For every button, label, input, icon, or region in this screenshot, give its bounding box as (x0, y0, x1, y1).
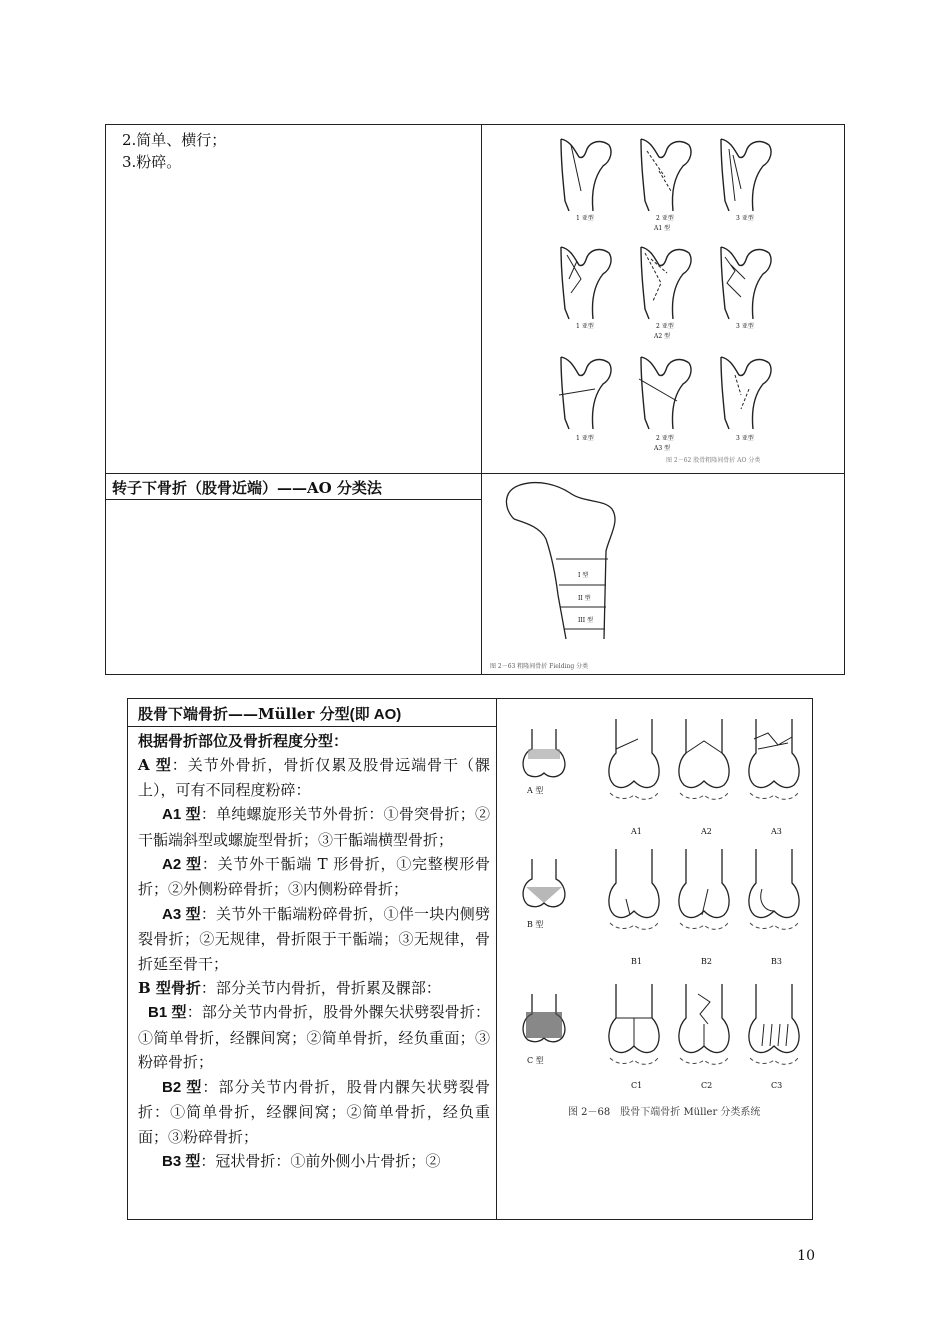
row-divider (128, 726, 496, 727)
page-number: 10 (797, 1248, 815, 1264)
type-label: B2 型 (162, 1078, 203, 1096)
zone-label: II 型 (578, 595, 591, 602)
subtype-label: 3 亚型 (736, 323, 754, 330)
subtype-label: 1 亚型 (576, 323, 594, 330)
column-divider (481, 125, 482, 674)
paragraph (138, 1000, 490, 1074)
subtype-label: A3 (771, 827, 782, 836)
row-divider (106, 473, 844, 474)
paragraph (138, 1075, 490, 1149)
intro-line: 根据骨折部位及骨折程度分型： (138, 732, 349, 750)
zone-label: III 型 (578, 617, 594, 624)
group-label: A3 型 (654, 445, 671, 452)
paragraph (138, 1149, 490, 1174)
subtype-label: A2 (701, 827, 712, 836)
subtype-label: 3 亚型 (736, 215, 754, 222)
type-side-label: A 型 (527, 786, 544, 795)
paragraph-text: ：关节外干骺端粉碎骨折，①伴一块内侧劈裂骨折；②无规律，骨折限于干骺端；③无规律，骨折延至骨干； (138, 904, 490, 973)
subtype-label: B3 (771, 957, 782, 966)
section-title (138, 703, 401, 724)
subtype-label: 1 亚型 (576, 215, 594, 222)
paragraph-text: ：部分关节内骨折，骨折累及髁部： (200, 979, 441, 998)
type-side-label: B 型 (527, 920, 544, 929)
type-label: A1 型 (162, 806, 201, 824)
classification-text (138, 729, 490, 1174)
list-item: 3.粉碎。 (122, 153, 182, 171)
table-distal-femur (127, 698, 813, 1220)
type-label: A2 型 (162, 856, 202, 874)
paragraph-text: ：关节外干骺端 T 形骨折，①完整楔形骨折；②外侧粉碎骨折；③内侧粉碎骨折； (138, 855, 491, 899)
type-label: B 型骨折 (138, 979, 201, 998)
figure-caption: 图 2－62 股骨粗隆间骨折 AO 分类 (666, 457, 761, 464)
zone-label: I 型 (578, 572, 589, 579)
row1-text (122, 129, 226, 173)
type-label: A 型 (138, 756, 172, 775)
paragraph-text: ：单纯螺旋形关节外骨折：①骨突骨折；②干骺端斜型或螺旋型骨折；③干骺端横型骨折； (138, 805, 490, 849)
row-divider (106, 499, 481, 500)
group-label: A2 型 (654, 333, 671, 340)
subtype-label: 3 亚型 (736, 435, 754, 442)
group-label: A1 型 (654, 225, 671, 232)
subtype-label: A1 (631, 827, 642, 836)
column-divider (496, 699, 497, 1219)
figure-fielding (486, 479, 686, 671)
paragraph-text: ：部分关节内骨折，股骨外髁矢状劈裂骨折：①简单骨折，经髁间窝；②简单骨折，经负重面；③粉碎骨折； (138, 1003, 490, 1072)
subtype-label: 1 亚型 (576, 435, 594, 442)
subtype-label: 2 亚型 (656, 323, 674, 330)
figure-muller (513, 709, 808, 1129)
paragraph-text: ：冠状骨折：①前外侧小片骨折；② (200, 1151, 441, 1170)
paragraph-text: ：部分关节内骨折，股骨内髁矢状劈裂骨折：①简单骨折，经髁间窝；②简单骨折，经负重面；③粉碎骨折； (138, 1077, 490, 1146)
title-text: (即 AO) (349, 706, 402, 723)
subtype-label: 2 亚型 (656, 215, 674, 222)
type-label: B3 型 (162, 1152, 201, 1170)
title-text: 股骨下端骨折——Müller 分型 (138, 705, 350, 723)
paragraph (138, 753, 490, 802)
subtype-label: C2 (701, 1081, 713, 1090)
list-item: 2.简单、横行； (122, 131, 227, 149)
paragraph (138, 902, 490, 976)
subtype-label: B1 (631, 957, 642, 966)
paragraph-text: ：关节外骨折，骨折仅累及股骨远端骨干（髁上），可有不同程度粉碎： (138, 756, 490, 799)
figure-caption: 图 2－68 股骨下端骨折 Müller 分类系统 (568, 1107, 761, 1118)
subtype-label: C1 (631, 1081, 643, 1090)
type-label: B1 型 (148, 1004, 187, 1022)
figure-caption: 图 2－63 粗隆间骨折 Fielding 分类 (490, 663, 589, 670)
paragraph (138, 802, 490, 852)
paragraph (138, 852, 490, 902)
subtype-label: 2 亚型 (656, 435, 674, 442)
figure-ao-intertrochanteric (546, 127, 816, 465)
section-title: 转子下骨折（股骨近端）——AO 分类法 (112, 479, 382, 497)
paragraph (138, 976, 490, 1000)
table-proximal-femur (105, 124, 845, 675)
type-side-label: C 型 (527, 1056, 544, 1065)
subtype-label: C3 (771, 1081, 783, 1090)
subtype-label: B2 (701, 957, 712, 966)
type-label: A3 型 (162, 905, 201, 923)
